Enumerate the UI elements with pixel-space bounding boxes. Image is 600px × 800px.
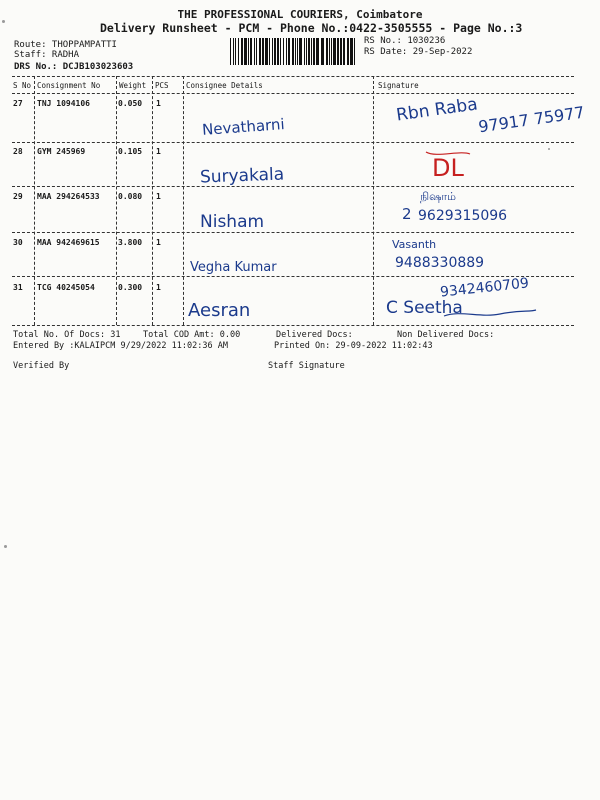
rs-number: RS No.: 1030236 [364,36,446,46]
column-divider [152,76,153,325]
row-consignment: TNJ 1094106 [37,99,90,108]
phone-handwriting: 97917 75977 [477,102,586,137]
signature-scribble-icon [418,148,478,184]
company-name: THE PROFESSIONAL COURIERS, Coimbatore [177,8,423,21]
scan-speck [2,20,5,23]
staff-signature: Staff Signature [268,361,345,371]
table-header-rule [12,93,574,94]
signature-scribble-icon [440,300,540,324]
row-weight: 3.800 [118,238,143,247]
row-pcs: 1 [156,99,161,108]
row-pcs: 1 [156,147,161,156]
row-consignment: MAA 294264533 [37,192,100,201]
consignee-handwriting: Suryakala [199,164,285,188]
signature-handwriting: DL [432,154,464,182]
row-sno: 29 [13,192,23,201]
column-divider [183,76,184,325]
consignee-handwriting: Vegha Kumar [190,260,277,275]
row-sno: 28 [13,147,23,156]
total-cod: Total COD Amt: 0.00 [143,330,241,340]
route-text: Route: THOPPAMPATTI [14,40,117,50]
signature-handwriting: C Seetha [386,298,463,318]
staff-text: Staff: RADHA [14,50,80,60]
table-bottom-rule [12,325,574,326]
row-divider [12,142,574,143]
runsheet-title: Delivery Runsheet - PCM - Phone No.:0422-3505555 - Page No.:3 [100,21,523,35]
consignee-handwriting: Aesran [188,300,251,321]
row-pcs: 1 [156,238,161,247]
rs-date: RS Date: 29-Sep-2022 [364,47,473,57]
total-docs: Total No. Of Docs: 31 [13,330,121,340]
verified-by: Verified By [13,361,70,371]
column-divider [373,76,374,325]
row-consignment: MAA 942469615 [37,238,100,247]
col-header-signature: Signature [378,81,419,90]
col-header-sno: S No [13,81,32,90]
phone-handwriting: 9342460709 [439,275,530,301]
row-consignment: GYM 245969 [37,147,86,156]
col-header-consignment: Consignment No [37,81,101,90]
row-divider [12,232,574,233]
column-divider [116,76,117,325]
phone-handwriting: 9629315096 [418,208,508,224]
signature-handwriting: Rbn Raba [395,94,479,126]
col-header-pcs: PCS [155,81,169,90]
scan-speck [4,545,7,548]
barcode [230,38,358,65]
consignee-handwriting: Nisham [200,212,265,232]
consignee-handwriting: Nevatharni [201,115,286,139]
column-divider [34,76,35,325]
row-pcs: 1 [156,192,161,201]
scan-speck [548,148,550,150]
phone-handwriting: 9488330889 [395,255,485,271]
row-sno: 27 [13,99,23,108]
row-weight: 0.105 [118,147,143,156]
signature-initial: 2 [402,205,412,223]
col-header-weight: Weight [119,81,147,90]
row-pcs: 1 [156,283,161,292]
entered-by: Entered By :KALAIPCM 9/29/2022 11:02:36 AM [13,341,228,351]
row-divider [12,186,574,187]
printed-on: Printed On: 29-09-2022 11:02:43 [274,341,433,351]
row-sno: 31 [13,283,23,292]
col-header-consignee: Consignee Details [186,81,263,90]
delivered-docs: Delivered Docs: [276,330,353,340]
signature-handwriting: Vasanth [392,238,437,251]
table-top-rule [12,76,574,77]
row-consignment: TCG 40245054 [37,283,95,292]
row-sno: 30 [13,238,23,247]
row-weight: 0.050 [118,99,143,108]
row-weight: 0.300 [118,283,143,292]
signature-handwriting: நிஷாம் [420,190,457,203]
row-divider [12,276,574,277]
drs-number: DRS No.: DCJB103023603 [14,62,134,72]
non-delivered-docs: Non Delivered Docs: [397,330,495,340]
row-weight: 0.080 [118,192,143,201]
